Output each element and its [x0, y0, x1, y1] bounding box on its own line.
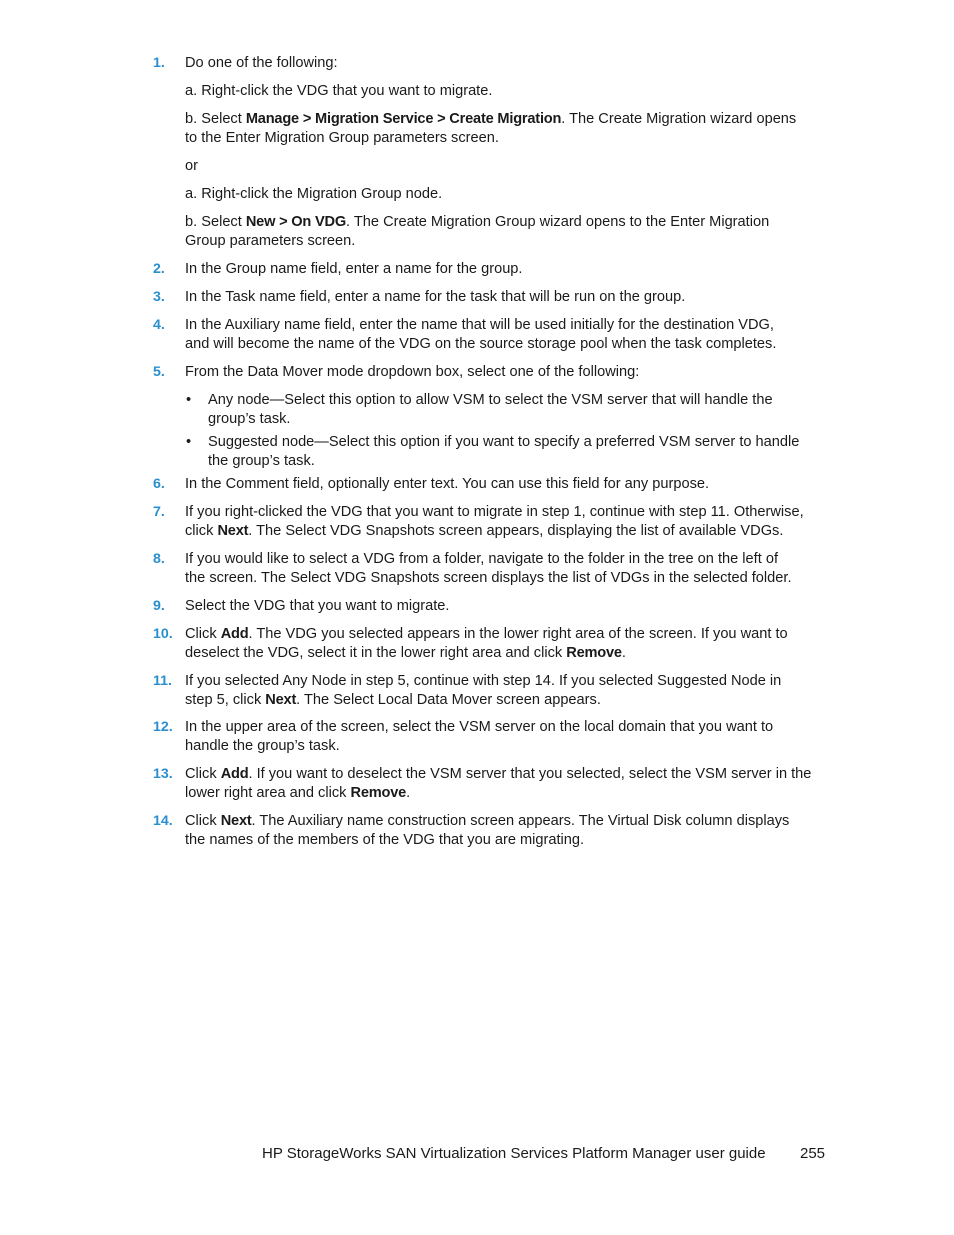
step-text-line2: the names of the members of the VDG that you are migrating.	[185, 832, 585, 848]
step-text-line2: the screen. The Select VDG Snapshots screen displays the list of VDGs in the selected folder.	[185, 570, 792, 586]
bullet-text: Any node—Select this option to allow VSM to select the VSM server that will handle the	[208, 392, 773, 408]
step-text: In the upper area of the screen, select the VSM server on the local domain that you want to	[185, 719, 774, 735]
step-text: Do one of the following:	[185, 55, 338, 71]
page-number: 255	[800, 1145, 826, 1162]
bullet-mark: •	[186, 392, 192, 408]
step-1-option-b1: b. Select Manage > Migration Service > Create Migration. The Create Migration wizard opens	[185, 111, 797, 127]
step-1-option-a2: a. Right-click the Migration Group node.	[185, 186, 443, 202]
bullet-text: Suggested node—Select this option if you want to specify a preferred VSM server to handle	[208, 434, 800, 450]
step-1-option-a1: a. Right-click the VDG that you want to migrate.	[185, 83, 493, 99]
bullet-text-line2: group’s task.	[208, 411, 291, 427]
bullet-text-line2: the group’s task.	[208, 453, 315, 469]
step-number: 4.	[153, 317, 165, 333]
step-text-line2: step 5, click Next. The Select Local Data Mover screen appears.	[185, 692, 601, 708]
step-number: 10.	[153, 626, 173, 642]
menu-path: New > On VDG	[245, 214, 347, 230]
footer-title: HP StorageWorks SAN Virtualization Services Platform Manager user guide	[262, 1145, 766, 1162]
step-number: 14.	[153, 813, 173, 829]
step-text: In the Task name field, enter a name for the task that will be run on the group.	[185, 289, 686, 305]
step-text: From the Data Mover mode dropdown box, select one of the following:	[185, 364, 640, 380]
step-number: 13.	[153, 766, 173, 782]
step-number: 7.	[153, 504, 165, 520]
step-text: If you selected Any Node in step 5, continue with step 14. If you selected Suggested Node in	[185, 673, 782, 689]
step-number: 3.	[153, 289, 165, 305]
step-text: Click Add. The VDG you selected appears in the lower right area of the screen. If you want to	[185, 626, 788, 642]
step-1-option-b2-line2: Group parameters screen.	[185, 233, 356, 249]
step-text: If you would like to select a VDG from a folder, navigate to the folder in the tree on the left of	[185, 551, 778, 567]
step-1-option-b2: b. Select New > On VDG. The Create Migration Group wizard opens to the Enter Migration	[185, 214, 770, 230]
step-number: 6.	[153, 476, 165, 492]
step-text-line2: and will become the name of the VDG on the source storage pool when the task completes.	[185, 336, 777, 352]
step-text: If you right-clicked the VDG that you want to migrate in step 1, continue with step 11. Otherwise,	[185, 504, 804, 520]
step-number: 11.	[153, 673, 172, 689]
step-text-line2: deselect the VDG, select it in the lower right area and click Remove.	[185, 645, 626, 661]
menu-path: Manage > Migration Service > Create Migration	[245, 111, 562, 127]
step-number: 9.	[153, 598, 165, 614]
step-text-line2: lower right area and click Remove.	[185, 785, 411, 801]
step-number: 12.	[153, 719, 173, 735]
step-1-option-b1-line2: to the Enter Migration Group parameters screen.	[185, 130, 499, 146]
step-number: 8.	[153, 551, 165, 567]
bullet-mark: •	[186, 434, 192, 450]
step-text: In the Group name field, enter a name for the group.	[185, 261, 523, 277]
step-text-line2: handle the group’s task.	[185, 738, 340, 754]
step-number: 2.	[153, 261, 165, 277]
step-1-or: or	[185, 158, 198, 174]
step-text: In the Comment field, optionally enter text. You can use this field for any purpose.	[185, 476, 710, 492]
step-number: 1.	[153, 55, 165, 71]
step-text: Select the VDG that you want to migrate.	[185, 598, 450, 614]
step-text: In the Auxiliary name field, enter the name that will be used initially for the destination VDG,	[185, 317, 774, 333]
step-number: 5.	[153, 364, 165, 380]
step-text: Click Add. If you want to deselect the VSM server that you selected, select the VSM server in the	[185, 766, 812, 782]
step-text: Click Next. The Auxiliary name construction screen appears. The Virtual Disk column displays	[185, 813, 790, 829]
step-text-line2: click Next. The Select VDG Snapshots screen appears, displaying the list of available VDGs.	[185, 523, 784, 539]
